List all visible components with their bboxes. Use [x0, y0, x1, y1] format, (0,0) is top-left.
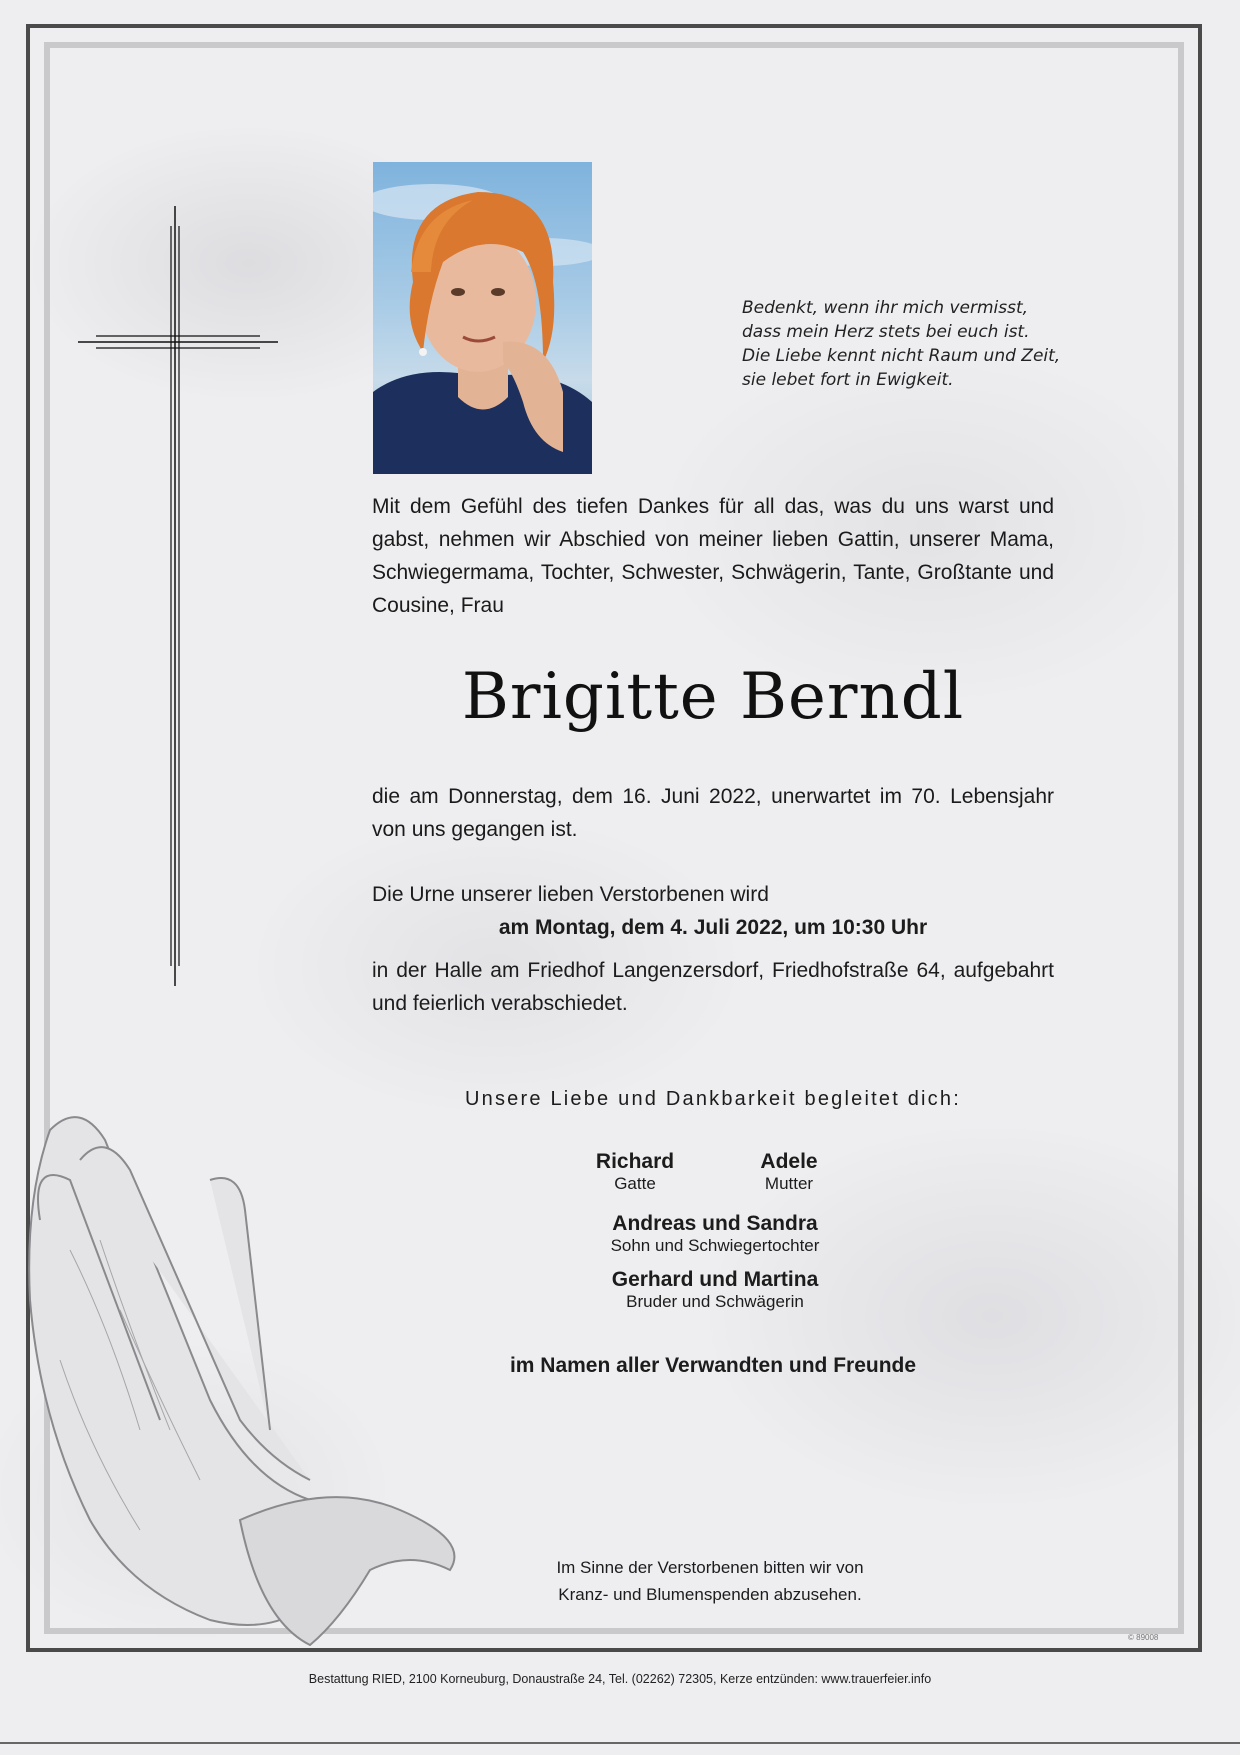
- mourner-entry: [714, 1150, 864, 1194]
- urn-text: Die Urne unserer lieben Verstorbenen wird: [372, 883, 769, 906]
- mourner-name: Andreas und Sandra: [612, 1212, 818, 1235]
- print-code: © 89008: [1128, 1633, 1159, 1642]
- cross-icon: [78, 206, 278, 986]
- bottom-rule: [0, 1742, 1240, 1744]
- intro-text: Mit dem Gefühl des tiefen Dankes für all das, was du uns warst und gabst, nehmen wir Abschied von meiner lieben Gattin, unserer Mama, Schwiegermama, Tochter, Schwester, Schwägerin, Tante, Großtante und Cousine, Frau: [372, 495, 1054, 617]
- death-notice: die am Donnerstag, dem 16. Juni 2022, unerwartet im 70. Lebensjahr von uns gegangen ist.: [372, 785, 1054, 841]
- portrait-photo: [373, 162, 592, 474]
- mourner-relation: Sohn und Schwiegertochter: [610, 1236, 820, 1255]
- mourner-name: Adele: [760, 1150, 818, 1173]
- love-line: Unsere Liebe und Dankbarkeit begleitet dich:: [465, 1088, 961, 1110]
- closing-line: im Namen aller Verwandten und Freunde: [509, 1354, 917, 1377]
- quote-line: dass mein Herz stets bei euch ist.: [742, 322, 1030, 342]
- mourner-entry: [560, 1150, 710, 1194]
- praying-hands-icon: [10, 1100, 470, 1660]
- donation-note-line: Kranz- und Blumenspenden abzusehen.: [558, 1585, 862, 1604]
- mourner-relation: Mutter: [764, 1174, 814, 1193]
- mourner-name: Gerhard und Martina: [611, 1268, 819, 1291]
- mourner-entry: [540, 1212, 890, 1256]
- donation-note-line: Im Sinne der Verstorbenen bitten wir von: [556, 1558, 864, 1577]
- funeral-home-footer: Bestattung RIED, 2100 Korneuburg, Donaustraße 24, Tel. (02262) 72305, Kerze entzünden: www.trauerfeier.info: [308, 1672, 932, 1686]
- mourner-relation: Bruder und Schwägerin: [626, 1292, 804, 1311]
- mourner-relation: Gatte: [614, 1174, 656, 1193]
- ceremony-location: in der Halle am Friedhof Langenzersdorf, Friedhofstraße 64, aufgebahrt und feierlich verabschiedet.: [372, 959, 1054, 1015]
- quote-line: Die Liebe kennt nicht Raum und Zeit,: [742, 346, 1061, 366]
- quote-line: Bedenkt, wenn ihr mich vermisst,: [742, 298, 1029, 318]
- mourner-entry: [540, 1268, 890, 1312]
- deceased-name: Brigitte Berndl: [461, 660, 965, 734]
- memorial-quote: [742, 296, 1082, 392]
- mourner-name: Richard: [595, 1150, 675, 1173]
- donation-note: [460, 1554, 960, 1608]
- quote-line: sie lebet fort in Ewigkeit.: [742, 370, 954, 390]
- ceremony-date: am Montag, dem 4. Juli 2022, um 10:30 Uhr: [498, 916, 928, 939]
